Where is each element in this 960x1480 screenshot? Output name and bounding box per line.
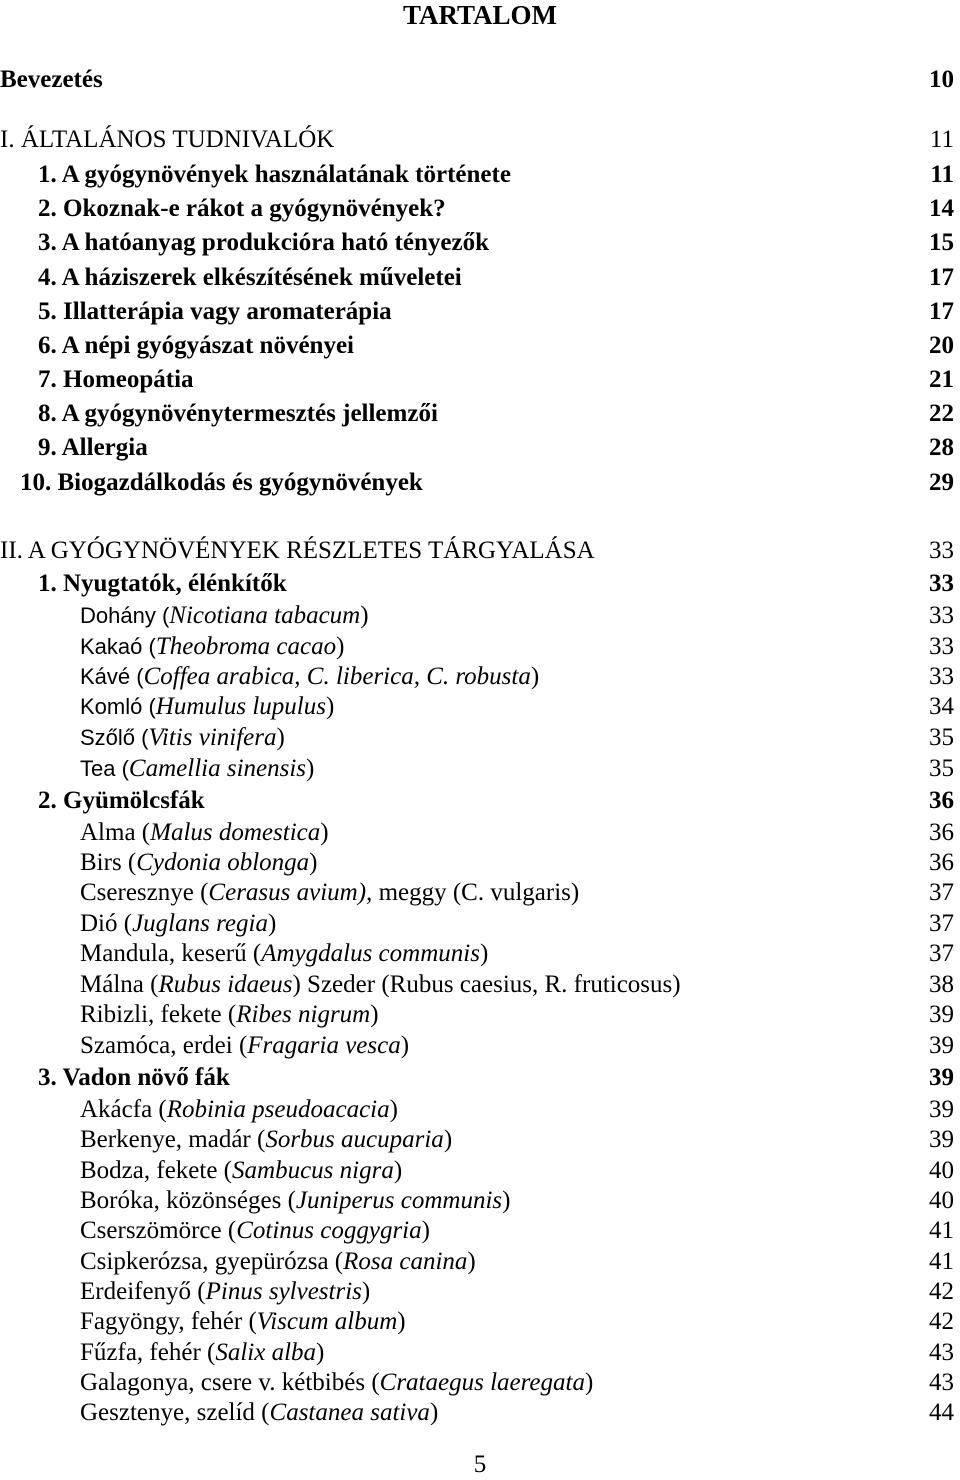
plant-name: Akácfa ( <box>80 1096 167 1123</box>
plant-name: Alma ( <box>80 819 151 846</box>
plant-name-suffix: ) <box>421 1217 430 1244</box>
plant-latin-name: Ribes nigrum <box>236 1001 371 1028</box>
plant-name: Cseresznye ( <box>80 879 209 906</box>
plant-name: Csipkerózsa, gyepürózsa ( <box>80 1248 344 1275</box>
toc-entry-page: 43 <box>929 1369 954 1396</box>
plant-name-suffix: ) <box>276 724 285 751</box>
plant-name: Fagyöngy, fehér ( <box>80 1308 257 1335</box>
plant-name: Cserszömörce ( <box>80 1217 237 1244</box>
plant-latin-name: Nicotiana tabacum <box>169 602 361 629</box>
plant-name: Birs ( <box>80 849 137 876</box>
toc-entry-label: Bevezetés <box>0 66 103 93</box>
toc-entry-page: 33 <box>929 602 954 629</box>
toc-entry-page: 44 <box>929 1399 954 1426</box>
toc-entry-label: 8. A gyógynövénytermesztés jellemzői <box>38 400 438 427</box>
toc-part-label: I. ÁLTALÁNOS TUDNIVALÓK <box>0 126 335 153</box>
plant-latin-name: Juniperus communis <box>295 1187 503 1214</box>
plant-latin-name: Amygdalus communis <box>261 940 480 967</box>
plant-latin-name: Viscum album <box>256 1308 398 1335</box>
plant-name-suffix: meggy (C. vulgaris) <box>372 879 580 906</box>
plant-latin-name: Malus domestica <box>150 819 321 846</box>
plant-name: Galagonya, csere v. kétbibés ( <box>80 1369 380 1396</box>
plant-name-suffix: ) <box>393 1157 403 1184</box>
plant-name-suffix: ) <box>397 1308 406 1335</box>
toc-entry-page: 35 <box>929 755 954 782</box>
toc-section-label: 3. Vadon növő fák <box>38 1064 230 1091</box>
plant-latin-name: Crataegus laeregata <box>379 1369 585 1396</box>
plant-name-suffix: ) <box>429 1399 439 1426</box>
plant-name-suffix: ) <box>389 1096 398 1123</box>
plant-name: Komló ( <box>80 694 156 719</box>
plant-name-suffix: ) <box>467 1248 476 1275</box>
plant-name-suffix: ) <box>267 910 277 937</box>
toc-entry-label: 9. Allergia <box>38 434 148 461</box>
toc-entry-page: 28 <box>929 434 954 461</box>
toc-entry-page: 37 <box>929 940 954 967</box>
toc-entry-label: 6. A népi gyógyászat növényei <box>38 332 354 359</box>
plant-name: Dió ( <box>80 910 133 937</box>
plant-latin-name: Cydonia oblonga <box>136 849 310 876</box>
toc-entry-label: 1. A gyógynövények használatának története <box>38 161 511 188</box>
toc-entry-page: 40 <box>929 1157 954 1184</box>
plant-name-suffix: ) Szeder (Rubus caesius, R. fruticosus) <box>292 971 681 998</box>
toc-entry-page: 21 <box>929 366 954 393</box>
toc-section-label: 2. Gyümölcsfák <box>38 787 205 814</box>
toc-entry-page: 11 <box>929 126 954 153</box>
plant-name: Szőlő ( <box>80 725 149 750</box>
plant-latin-name: Salix alba <box>215 1339 317 1366</box>
plant-latin-name: Cotinus coggygria <box>236 1217 422 1244</box>
toc-entry-page: 39 <box>929 1096 954 1123</box>
plant-name-suffix: ) <box>479 940 489 967</box>
toc-entry-page: 33 <box>929 633 954 660</box>
toc-entry-label: 5. Illatterápia vagy aromaterápia <box>38 298 392 325</box>
toc-entry-page: 41 <box>929 1217 954 1244</box>
toc-entry-label: 7. Homeopátia <box>38 366 194 393</box>
plant-name-suffix: ) <box>530 663 540 690</box>
toc-entry-page: 33 <box>929 537 954 564</box>
toc-entry-page: 33 <box>929 663 954 690</box>
plant-name: Szamóca, erdei ( <box>80 1032 248 1059</box>
toc-entry-page: 37 <box>929 879 954 906</box>
plant-name: Tea ( <box>80 756 129 781</box>
toc-entry-page: 39 <box>929 1001 954 1028</box>
toc-entry-page: 34 <box>929 693 954 720</box>
toc-entry-page: 39 <box>929 1126 954 1153</box>
plant-name: Bodza, fekete ( <box>80 1157 233 1184</box>
plant-name-suffix: ) <box>361 1278 371 1305</box>
toc-entry-page: 36 <box>929 849 954 876</box>
plant-name: Fűzfa, fehér ( <box>80 1339 216 1366</box>
toc-entry-page: 41 <box>929 1248 954 1275</box>
toc-entry-page: 22 <box>929 400 954 427</box>
plant-name-suffix: ) <box>325 693 335 720</box>
plant-name: Kakaó ( <box>80 634 156 659</box>
plant-latin-name: Camellia sinensis <box>128 755 307 782</box>
plant-name: Erdeifenyő ( <box>80 1278 206 1305</box>
plant-name-suffix: ) <box>336 633 345 660</box>
plant-latin-name: Sorbus aucuparia <box>265 1126 444 1153</box>
toc-entry-label: 10. Biogazdálkodás és gyógynövények <box>20 469 423 496</box>
plant-name-suffix: ) <box>316 1339 325 1366</box>
toc-entry-page: 38 <box>929 971 954 998</box>
plant-name: Ribizli, fekete ( <box>80 1001 237 1028</box>
plant-name: Berkenye, madár ( <box>80 1126 266 1153</box>
plant-latin-name: Juglans regia <box>132 910 268 937</box>
plant-latin-name: Castanea sativa <box>269 1399 430 1426</box>
plant-latin-name: Vitis vinifera <box>148 724 277 751</box>
plant-latin-name: Sambucus nigra <box>232 1157 394 1184</box>
plant-latin-name: Humulus lupulus <box>155 693 326 720</box>
toc-entry-page: 14 <box>929 195 954 222</box>
toc-entry-page: 20 <box>929 332 954 359</box>
plant-name-suffix: ) <box>309 849 318 876</box>
plant-name: Málna ( <box>80 971 159 998</box>
toc-entry-page: 39 <box>929 1064 954 1091</box>
plant-name-suffix: ) <box>306 755 315 782</box>
page-number: 5 <box>473 1451 487 1478</box>
toc-entry-page: 17 <box>929 298 954 325</box>
plant-latin-name: Pinus sylvestris <box>205 1278 362 1305</box>
plant-latin-name: Coffea arabica, C. liberica, C. robusta <box>143 663 531 690</box>
plant-name: Mandula, keserű ( <box>80 940 262 967</box>
toc-entry-page: 42 <box>929 1308 954 1335</box>
plant-name-suffix: ) <box>400 1032 410 1059</box>
toc-entry-page: 40 <box>929 1187 954 1214</box>
toc-entry-page: 11 <box>930 161 954 188</box>
toc-entry-page: 42 <box>929 1278 954 1305</box>
toc-entry-label: 3. A hatóanyag produkcióra ható tényezők <box>38 229 489 256</box>
toc-entry-page: 36 <box>929 787 954 814</box>
plant-name-suffix: ) <box>443 1126 453 1153</box>
toc-entry-page: 15 <box>929 229 954 256</box>
toc-entry-page: 39 <box>929 1032 954 1059</box>
plant-name-suffix: ) <box>584 1369 594 1396</box>
plant-latin-name: Rubus idaeus <box>158 971 293 998</box>
toc-entry-page: 43 <box>929 1339 954 1366</box>
plant-name: Boróka, közönséges ( <box>80 1187 296 1214</box>
toc-entry-page: 35 <box>929 724 954 751</box>
toc-entry-page: 33 <box>929 570 954 597</box>
plant-name: Gesztenye, szelíd ( <box>80 1399 270 1426</box>
plant-name: Dohány ( <box>80 603 170 628</box>
plant-latin-name: Theobroma cacao <box>155 633 337 660</box>
toc-entry-page: 10 <box>929 66 954 93</box>
plant-latin-name: Rosa canina <box>343 1248 468 1275</box>
toc-part-label: II. A GYÓGYNÖVÉNYEK RÉSZLETES TÁRGYALÁSA <box>0 537 595 564</box>
plant-latin-name: Robinia pseudoacacia <box>166 1096 390 1123</box>
plant-latin-name: Cerasus avium), <box>208 879 373 906</box>
toc-entry-label: 2. Okoznak-e rákot a gyógynövények? <box>38 195 446 222</box>
plant-name-suffix: ) <box>502 1187 511 1214</box>
toc-section-label: 1. Nyugtatók, élénkítők <box>38 570 287 597</box>
toc-entry-label: 4. A háziszerek elkészítésének műveletei <box>38 264 462 291</box>
plant-name-suffix: ) <box>370 1001 379 1028</box>
toc-entry-page: 36 <box>929 819 954 846</box>
plant-latin-name: Fragaria vesca <box>247 1032 401 1059</box>
plant-name-suffix: ) <box>360 602 369 629</box>
toc-entry-page: 17 <box>929 264 954 291</box>
page-title: TARTALOM <box>402 0 558 30</box>
plant-name: Kávé ( <box>80 664 144 689</box>
plant-name-suffix: ) <box>320 819 329 846</box>
toc-entry-page: 29 <box>929 469 954 496</box>
toc-entry-page: 37 <box>929 910 954 937</box>
